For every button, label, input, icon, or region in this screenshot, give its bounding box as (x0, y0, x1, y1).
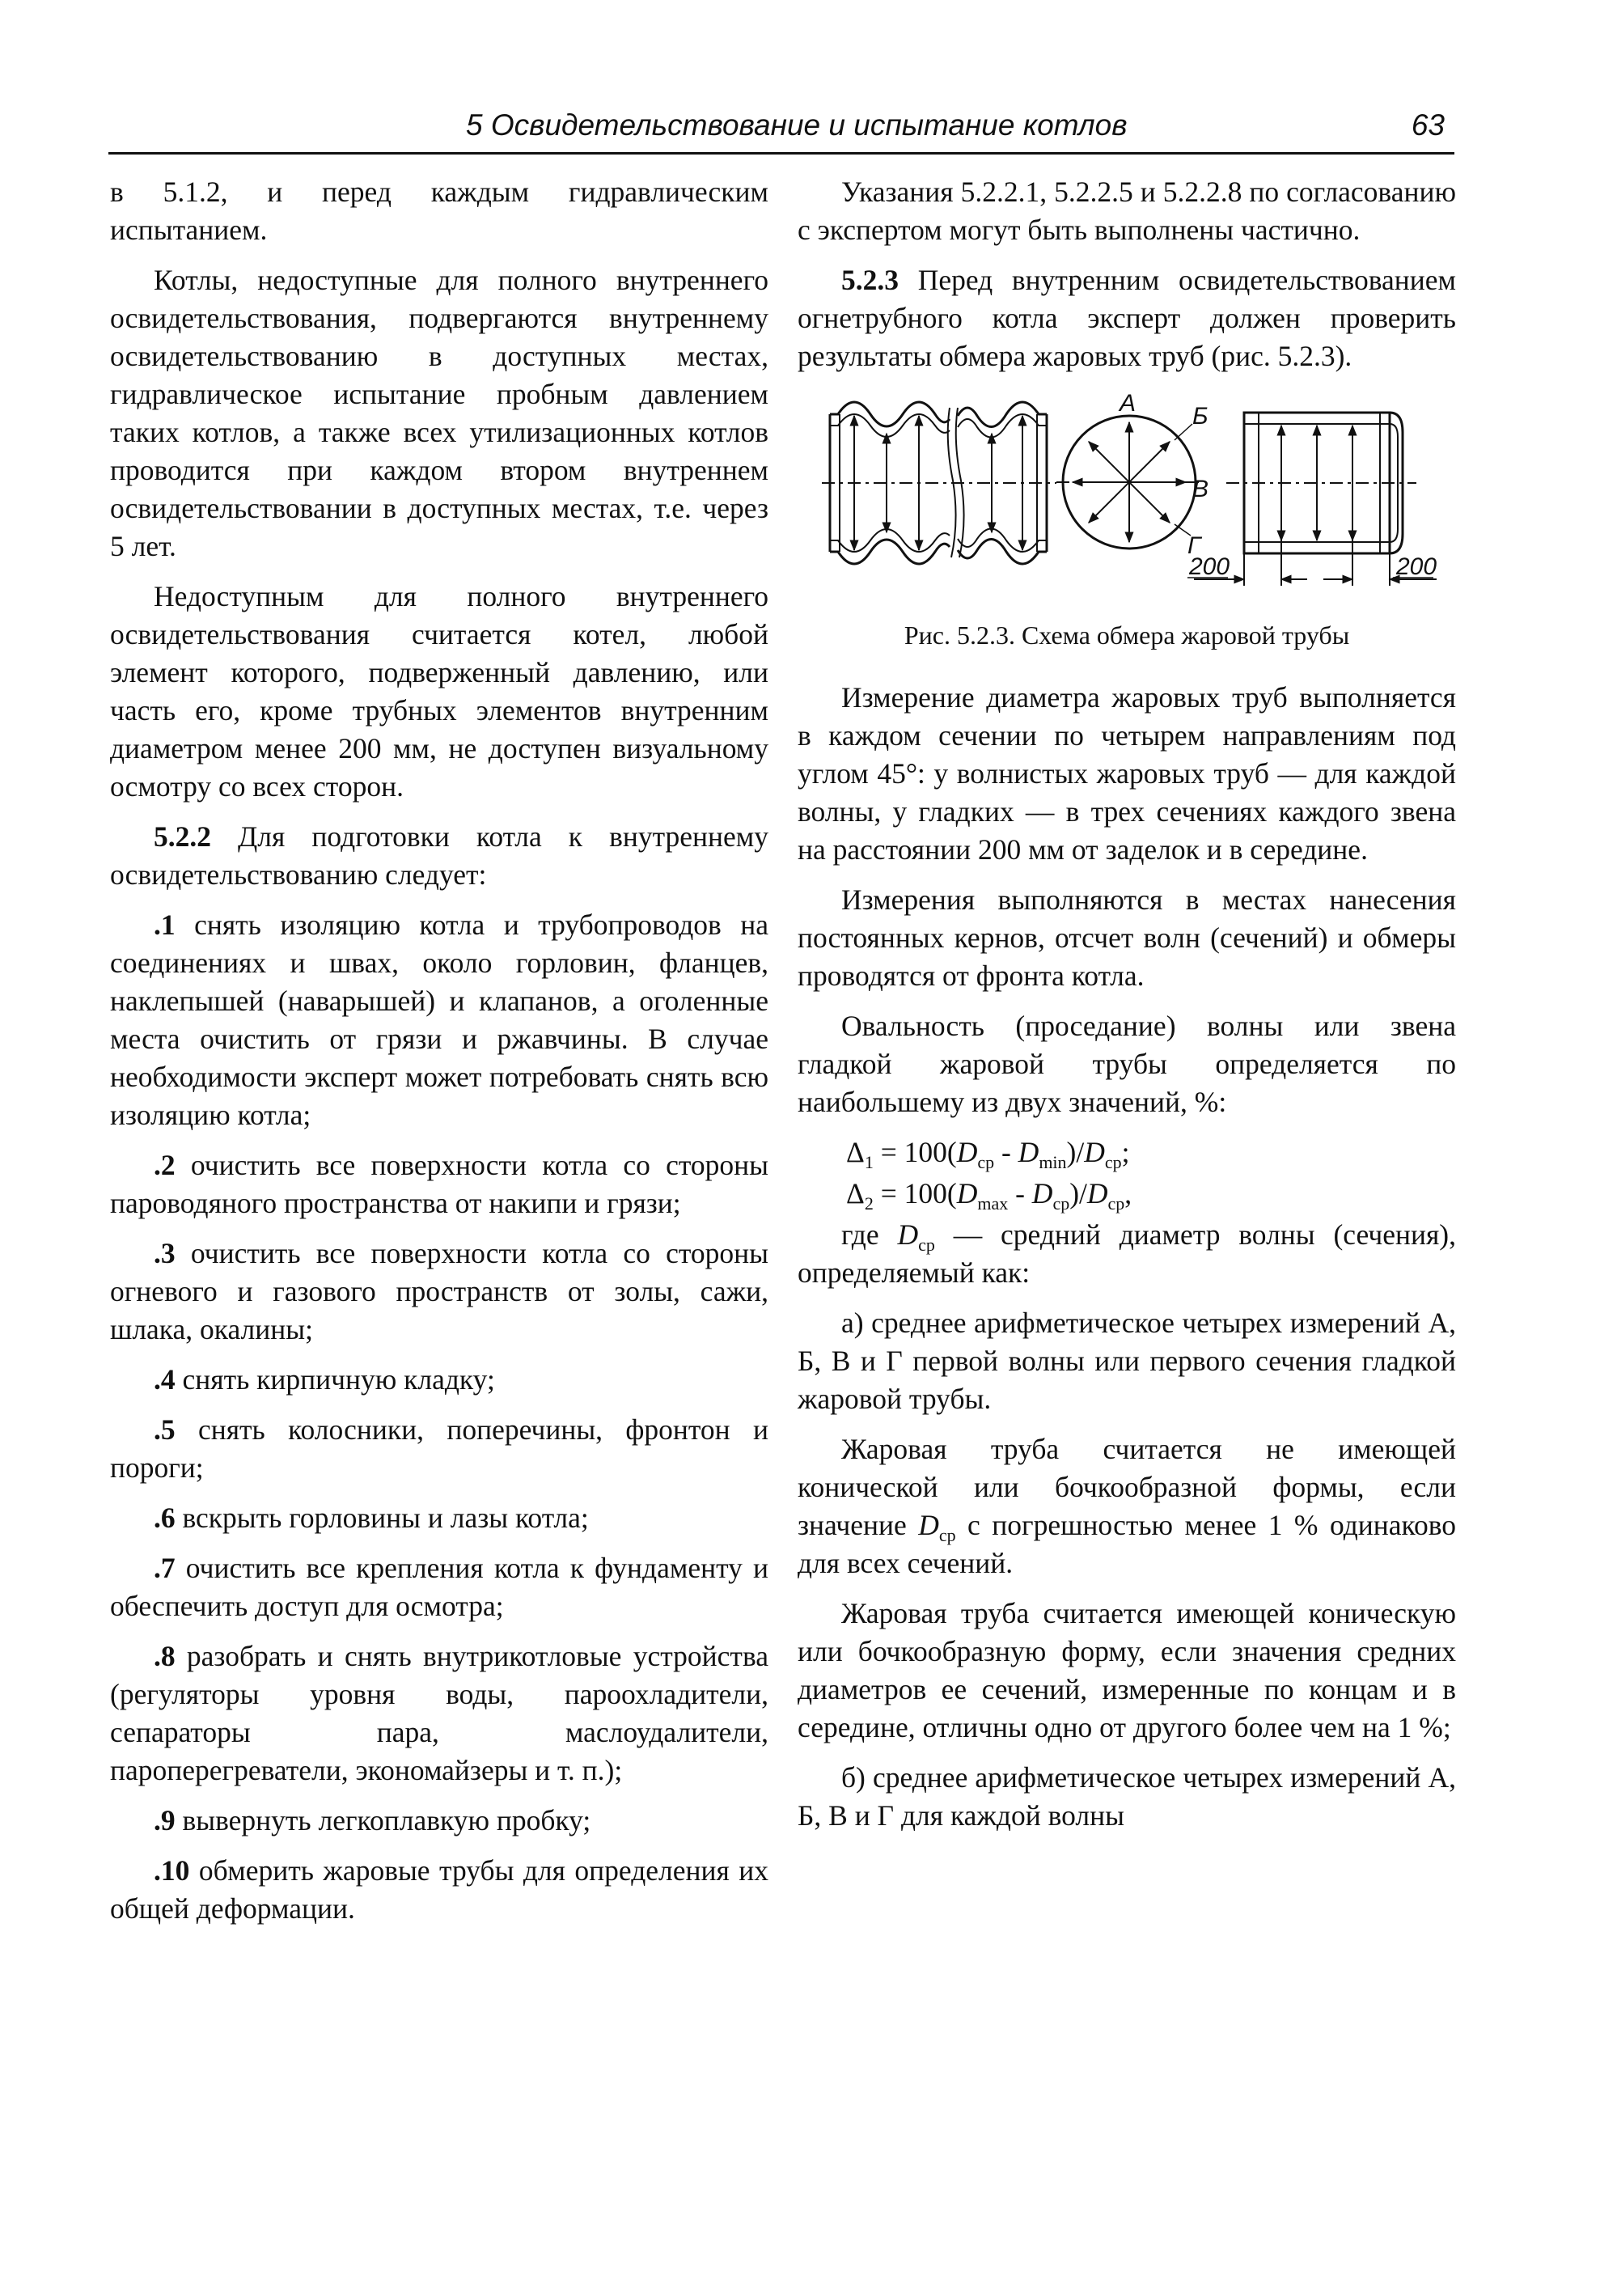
item-number: .9 (154, 1804, 176, 1836)
formula-subscript: 2 (864, 1193, 874, 1214)
left-column (110, 173, 768, 1940)
corrugated-tube-drawing (822, 402, 1056, 564)
item-text: снять кирпичную кладку; (182, 1363, 495, 1396)
dimension-left: 200 (1189, 553, 1230, 580)
figure-caption: Рис. 5.2.3. Схема обмера жаровой трубы (904, 621, 1350, 650)
numbered-paragraph (110, 1146, 768, 1222)
label-a: А (1120, 392, 1137, 417)
item-number: .1 (154, 909, 176, 941)
right-column (798, 173, 1456, 1847)
paragraph: Указания 5.2.2.1, 5.2.2.5 и 5.2.2.8 по согласованию с экспертом могут быть выполнены частично. (798, 176, 1456, 246)
figure-flue-tube-scheme (798, 392, 1456, 594)
paragraph: Недоступным для полного внутреннего освидетельствования считается котел, любой элемент которого, подверженный давлению, или часть его, кроме трубных элементов внутренним диаметром менее 200 мм, не доступен визуальному осмотру со всех сторон. (110, 580, 768, 803)
paragraph: Измерения выполняются в местах нанесения постоянных кернов, отсчет волн (сечений) и обмеры проводятся от фронта котла. (798, 883, 1456, 992)
item-number: .3 (154, 1237, 176, 1269)
text-run: — средний диаметр волны (сечения), определяемый как: (798, 1218, 1456, 1289)
text-run: с погрешностью менее 1 % одинаково для всех сечений. (798, 1509, 1456, 1579)
label-g: Г (1187, 532, 1201, 559)
item-text: очистить все крепления котла к фундаменту и обеспечить доступ для осмотра; (110, 1552, 769, 1622)
formula-symbol: D (956, 1136, 978, 1168)
paragraph: б) среднее арифметическое четырех измерений А, Б, В и Г для каждой волны (798, 1761, 1456, 1832)
formula-subscript: min (1039, 1152, 1067, 1173)
paragraph: Жаровая труба считается имеющей коническую или бочкообразную форму, если значения средних диаметров ее сечений, измеренные по концам и в середине, отличны одно от другого более чем на 1 %; (798, 1597, 1456, 1743)
formula-symbol: D (1018, 1136, 1039, 1168)
formula-text: - (994, 1136, 1018, 1168)
item-text: снять колосники, поперечины, фронтон и пороги; (110, 1413, 768, 1484)
item-text: снять изоляцию котла и трубопроводов на соединениях и швах, около горловин, фланцев, наклепышей (наварышей) и клапанов, а оголенные места очистить от грязи и ржавчины. В случае необходимости эксперт может потребовать снять всю изоляцию котла; (110, 909, 768, 1131)
formula-symbol: D (1084, 1136, 1105, 1168)
formula-symbol: D (1086, 1177, 1108, 1209)
item-text: обмерить жаровые трубы для определения их общей деформации. (110, 1854, 769, 1925)
formula-subscript: ср (1104, 1152, 1122, 1173)
formula-delta-2 (798, 1175, 1456, 1213)
numbered-paragraph (110, 1637, 768, 1790)
paragraph: а) среднее арифметическое четырех измерений А, Б, В и Г первой волны или первого сечения гладкой жаровой трубы. (798, 1307, 1456, 1415)
numbered-paragraph (110, 1235, 768, 1349)
label-b: Б (1192, 403, 1208, 430)
item-text: разобрать и снять внутрикотловые устройства (регуляторы уровня воды, пароохладители, сепараторы пара, маслоудалители, пароперегреватели, экономайзеры и т. п.); (110, 1640, 768, 1786)
numbered-paragraph (110, 1549, 768, 1625)
numbered-paragraph (798, 261, 1456, 375)
item-text: очистить все поверхности котла со стороны пароводяного пространства от накипи и грязи; (110, 1149, 769, 1219)
paragraph: Овальность (проседание) волны или звена гладкой жаровой трубы определяется по наибольшему из двух значений, %: (798, 1010, 1456, 1118)
numbered-paragraph (110, 906, 768, 1134)
item-text: Перед внутренним освидетельствованием огнетрубного котла эксперт должен проверить результаты обмера жаровых труб (рис. 5.2.3). (798, 264, 1457, 372)
label-v: В (1192, 476, 1209, 502)
formula-text: )/ (1069, 1177, 1087, 1209)
item-number: .4 (154, 1363, 176, 1396)
item-text: Для подготовки котла к внутреннему освидетельствованию следует: (110, 820, 769, 891)
formula-symbol: D (956, 1177, 978, 1209)
formula-subscript: ср (918, 1235, 935, 1256)
numbered-paragraph (110, 1852, 768, 1928)
formula-subscript: ср (1107, 1193, 1125, 1214)
item-text: вскрыть горловины и лазы котла; (182, 1502, 589, 1534)
numbered-paragraph (110, 1361, 768, 1399)
numbered-paragraph (110, 1411, 768, 1487)
formula-text: = 100( (873, 1177, 957, 1209)
paragraph (798, 1430, 1456, 1582)
flue-tube-diagram (822, 392, 1437, 594)
page-number: 63 (1411, 108, 1445, 142)
page-header (108, 107, 1454, 155)
paragraph: Котлы, недоступные для полного внутреннего освидетельствования, подвергаются внутреннему освидетельствованию в доступных местах, гидравлическое испытание пробным давлением таких котлов, а также всех утилизационных котлов проводится при каждом втором внутреннем освидетельствовании в доступных местах, т.е. через 5 лет. (110, 264, 768, 562)
item-text: вывернуть легкоплавкую пробку; (182, 1804, 591, 1836)
formula-text: , (1124, 1177, 1132, 1209)
text-run: Жаровая труба считается не имеющей конической или бочкообразной формы, если значение (798, 1433, 1456, 1541)
formula-text: = 100( (873, 1136, 957, 1168)
formula-delta-1 (798, 1133, 1456, 1171)
formula-symbol: Δ (846, 1177, 865, 1209)
item-number: .7 (154, 1552, 176, 1584)
item-number: .10 (154, 1854, 190, 1887)
cross-section-drawing (1056, 416, 1202, 549)
formula-text: ; (1121, 1136, 1130, 1168)
formula-symbol: D (1031, 1177, 1053, 1209)
numbered-paragraph (110, 818, 768, 894)
item-number: 5.2.2 (154, 820, 211, 853)
paragraph: Измерение диаметра жаровых труб выполняется в каждом сечении по четырем направлениям под углом 45°: у волнистых жаровых труб — для каждой волны, у гладких — в трех сечениях каждого звена на расстоянии 200 мм от заделок и в середине. (798, 681, 1456, 866)
text-run: где (841, 1218, 898, 1251)
running-title: 5 Освидетельствование и испытание котлов (466, 108, 1128, 142)
formula-symbol: Δ (846, 1136, 865, 1168)
item-text: очистить все поверхности котла со стороны огневого и газового пространств от золы, сажи, шлака, окалины; (110, 1237, 769, 1345)
item-number: .6 (154, 1502, 176, 1534)
formula-text: )/ (1066, 1136, 1085, 1168)
formula-symbol: D (897, 1218, 919, 1251)
formula-text: - (1008, 1177, 1032, 1209)
item-number: .8 (154, 1640, 176, 1672)
formula-subscript: ср (1052, 1193, 1070, 1214)
numbered-paragraph (110, 1802, 768, 1840)
dimension-right: 200 (1396, 553, 1437, 580)
formula-symbol: D (918, 1509, 939, 1541)
paragraph: в 5.1.2, и перед каждым гидравлическим испытанием. (110, 176, 768, 246)
item-number: 5.2.3 (841, 264, 899, 296)
numbered-paragraph (110, 1499, 768, 1537)
item-number: .2 (154, 1149, 176, 1181)
formula-subscript: ср (938, 1525, 956, 1546)
formula-subscript: ср (977, 1152, 995, 1173)
paragraph (798, 1216, 1456, 1292)
item-number: .5 (154, 1413, 176, 1446)
formula-subscript: max (977, 1193, 1009, 1214)
formula-subscript: 1 (864, 1152, 874, 1173)
